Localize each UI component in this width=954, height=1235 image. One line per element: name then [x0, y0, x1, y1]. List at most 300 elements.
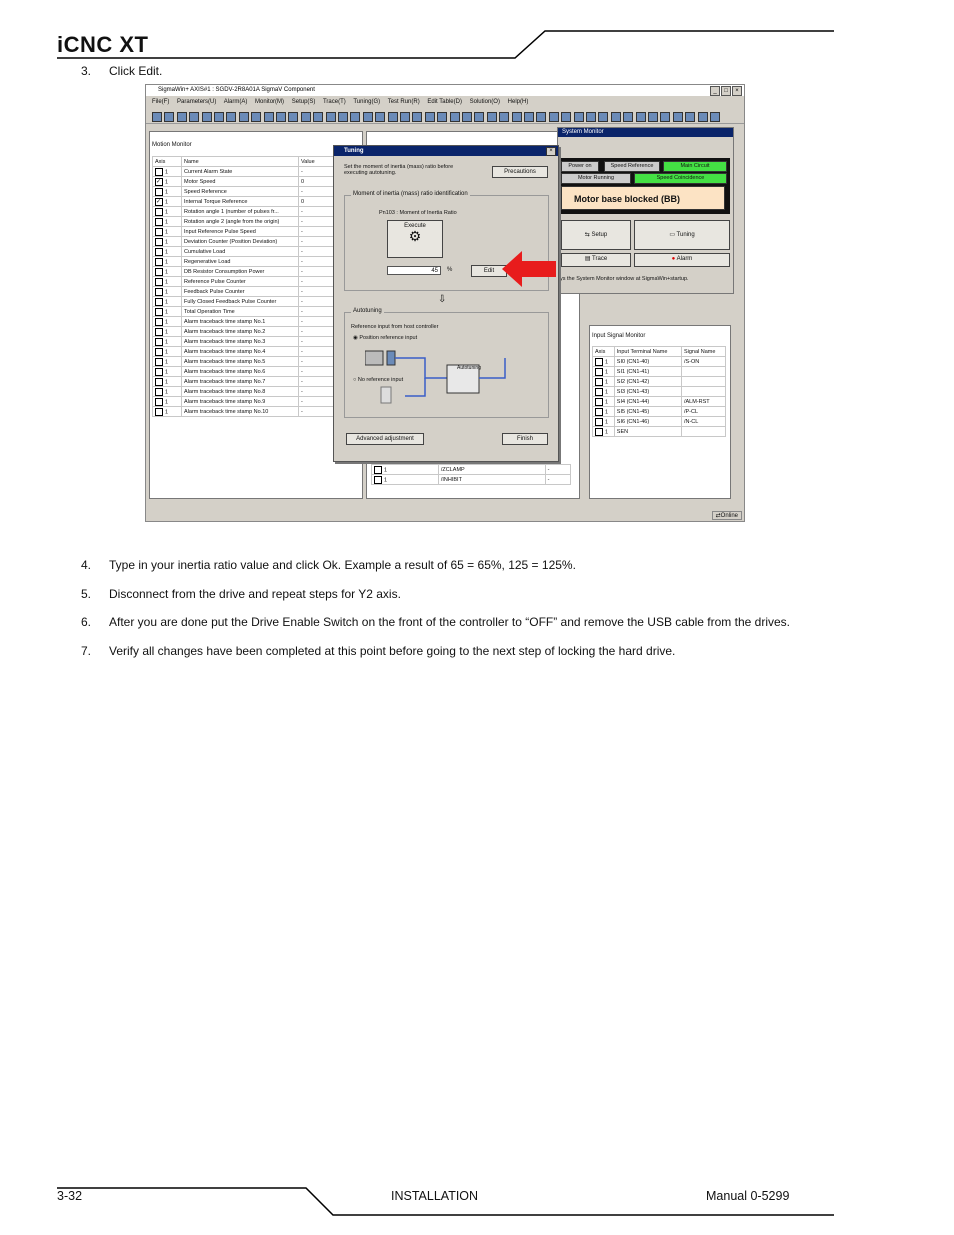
cell-text: 0	[301, 198, 305, 205]
page-number: 3-32	[57, 1189, 83, 1203]
alarm-button[interactable]: ● Alarm	[634, 253, 730, 267]
toolbar-button-icon[interactable]	[512, 112, 522, 122]
menu-trace[interactable]: Trace(T)	[322, 99, 346, 105]
checkbox-icon[interactable]	[595, 428, 603, 436]
checkbox-icon[interactable]	[595, 398, 603, 406]
cell-text: -	[301, 188, 303, 195]
step-3: 3. Click Edit.	[81, 64, 163, 78]
cell-text: -	[301, 228, 303, 235]
cell-text: -	[301, 398, 303, 405]
toolbar-button-icon[interactable]	[276, 112, 286, 122]
checkbox-icon[interactable]	[595, 368, 603, 376]
cell-text: 1	[165, 348, 169, 355]
cell-text: SI4 (CN1-44)	[616, 398, 650, 405]
cell-text: Total Operation Time	[184, 308, 235, 315]
table-row[interactable]	[153, 247, 360, 257]
menu-solution[interactable]: Solution(O)	[469, 99, 500, 105]
checkbox-icon[interactable]	[595, 388, 603, 396]
motor-status: Motor base blocked (BB)	[561, 186, 725, 210]
toolbar-button-icon[interactable]	[177, 112, 187, 122]
cell-text: -	[301, 368, 303, 375]
cell-text: 1	[165, 298, 169, 305]
cell-text: 1	[165, 328, 169, 335]
cell-text: 1	[165, 288, 169, 295]
tuning-dialog	[333, 145, 559, 462]
cell-text: -	[301, 278, 303, 285]
toolbar-button-icon[interactable]	[499, 112, 509, 122]
cell-text: 1	[165, 318, 169, 325]
table-row[interactable]	[593, 387, 726, 397]
col-name: Name	[182, 157, 299, 167]
table-row[interactable]	[153, 397, 360, 407]
state-main-circuit: Main Circuit	[663, 161, 727, 172]
minimize-icon[interactable]: _	[710, 86, 720, 96]
motion-monitor-table	[152, 156, 360, 417]
toolbar-button-icon[interactable]	[673, 112, 683, 122]
inertia-identification-group: Moment of inertia (mass) ratio identification Pn103 : Moment of Inertia Ratio Execute ⚙ 45 % Edit	[344, 195, 549, 291]
cell-text: 1	[165, 278, 169, 285]
table-row[interactable]	[153, 267, 360, 277]
autotuning-diagram	[365, 343, 545, 413]
menu-file[interactable]: File(F)	[152, 99, 170, 105]
menu-monitor[interactable]: Monitor(M)	[255, 99, 285, 105]
cell-text: Alarm traceback time stamp No.1	[184, 318, 266, 325]
reference-input-label: Reference input from host controller	[351, 324, 439, 330]
cell-text: 1	[165, 248, 169, 255]
cell-text: SI1 (CN1-41)	[616, 368, 650, 375]
software-screenshot	[145, 84, 745, 522]
toolbar-button-icon[interactable]	[350, 112, 360, 122]
motion-monitor-title: Motion Monitor	[152, 142, 192, 148]
table-row[interactable]	[153, 337, 360, 347]
checkbox-icon[interactable]	[595, 418, 603, 426]
cell-text: Regenerative Load	[184, 258, 231, 265]
cell-text: Alarm traceback time stamp No.5	[184, 358, 266, 365]
checkbox-icon[interactable]	[155, 288, 163, 296]
toolbar-button-icon[interactable]	[326, 112, 336, 122]
toolbar-button-icon[interactable]	[685, 112, 695, 122]
input-signal-monitor-panel	[589, 325, 731, 499]
trace-icon: ▤	[584, 256, 593, 262]
table-row[interactable]	[593, 417, 726, 427]
cell-text: 1	[605, 428, 609, 435]
step-4: 4. Type in your inertia ratio value and click Ok. Example a result of 65 = 65%, 125 = 125%.	[81, 558, 576, 572]
cell-text: -	[301, 238, 303, 245]
checkbox-icon[interactable]	[155, 188, 163, 196]
cell-text: SEN	[616, 428, 629, 435]
middle-table	[371, 464, 571, 485]
cell-text: -	[301, 318, 303, 325]
table-row[interactable]	[153, 227, 360, 237]
col-isig-signal: Signal Name	[681, 347, 725, 357]
execute-button[interactable]: Execute ⚙	[387, 220, 443, 258]
radio-empty-icon: ○	[353, 377, 358, 383]
menu-setup[interactable]: Setup(S)	[291, 99, 316, 105]
col-isig-axis: Axis	[593, 347, 615, 357]
cell-text: 1	[165, 378, 169, 385]
cell-text: 1	[165, 218, 169, 225]
checkbox-icon[interactable]	[155, 218, 163, 226]
checkbox-icon[interactable]	[155, 298, 163, 306]
cell-text: 1	[165, 178, 169, 185]
toolbar-button-icon[interactable]	[288, 112, 298, 122]
system-monitor-panel	[557, 127, 734, 294]
toolbar-button-icon[interactable]	[586, 112, 596, 122]
cell-text: Alarm traceback time stamp No.2	[184, 328, 266, 335]
toolbar-button-icon[interactable]	[264, 112, 274, 122]
table-row[interactable]	[593, 397, 726, 407]
toolbar-button-icon[interactable]	[375, 112, 385, 122]
cell-text: -	[301, 268, 303, 275]
checkbox-icon[interactable]	[595, 378, 603, 386]
checkbox-icon[interactable]	[155, 378, 163, 386]
toolbar-button-icon[interactable]	[450, 112, 460, 122]
table-row[interactable]	[153, 257, 360, 267]
cell-text: 1	[165, 408, 169, 415]
toolbar-button-icon[interactable]	[660, 112, 670, 122]
checkbox-icon[interactable]: ✓	[156, 198, 162, 205]
cell-text: -	[301, 218, 303, 225]
checkbox-icon[interactable]	[155, 268, 163, 276]
tuning-button[interactable]: ▭ Tuning	[634, 220, 730, 250]
table-row[interactable]	[372, 475, 571, 485]
col-isig-terminal: Input Terminal Name	[614, 347, 681, 357]
cell-text: 0	[301, 178, 305, 185]
dialog-close-icon[interactable]: ×	[546, 147, 556, 156]
cell-text: Speed Reference	[184, 188, 227, 195]
table-row[interactable]	[593, 377, 726, 387]
table-row[interactable]	[153, 307, 360, 317]
checkbox-icon[interactable]	[155, 248, 163, 256]
table-row[interactable]	[593, 367, 726, 377]
cell-text: 1	[384, 466, 388, 473]
toolbar-button-icon[interactable]	[251, 112, 261, 122]
toolbar-button-icon[interactable]	[202, 112, 212, 122]
cell-text: -	[301, 308, 303, 315]
checkbox-icon[interactable]	[595, 358, 603, 366]
menu-edit-table[interactable]: Edit Table(D)	[427, 99, 462, 105]
toolbar-button-icon[interactable]	[574, 112, 584, 122]
tuning-dialog-title: Tuning	[334, 146, 558, 156]
autotuning-box-label: Autotuning	[457, 365, 481, 371]
cell-text: -	[301, 208, 303, 215]
online-icon: ⇄	[715, 513, 721, 519]
cell-text: Alarm traceback time stamp No.6	[184, 368, 266, 375]
cell-text: 1	[165, 268, 169, 275]
table-row[interactable]	[153, 317, 360, 327]
cell-text: 1	[605, 378, 609, 385]
close-icon[interactable]: ×	[732, 86, 742, 96]
cell-text: Input Reference Pulse Speed	[184, 228, 256, 235]
cell-text: 1	[165, 388, 169, 395]
cell-text: Alarm traceback time stamp No.10	[184, 408, 269, 415]
cell-text: Current Alarm State	[184, 168, 233, 175]
cell-text: 1	[165, 258, 169, 265]
toolbar	[146, 109, 744, 124]
toolbar-button-icon[interactable]	[239, 112, 249, 122]
cell-text: -	[301, 248, 303, 255]
window-titlebar: SigmaWin+ AXIS#1 : SGDV-2R8A01A SigmaV Component _ □ ×	[146, 85, 744, 96]
checkbox-icon[interactable]	[155, 228, 163, 236]
checkbox-icon[interactable]	[155, 348, 163, 356]
toolbar-button-icon[interactable]	[301, 112, 311, 122]
cell-text: Deviation Counter (Position Deviation)	[184, 238, 278, 245]
setup-button[interactable]: ⇆ Setup	[561, 220, 631, 250]
startup-note: ys the System Monitor window at SigmaWin+startup.	[560, 276, 689, 282]
table-row[interactable]	[153, 407, 360, 417]
toolbar-button-icon[interactable]	[598, 112, 608, 122]
checkbox-icon[interactable]	[155, 358, 163, 366]
finish-button[interactable]: Finish	[502, 433, 548, 445]
checkbox-icon[interactable]	[155, 308, 163, 316]
cell-text: Cumulative Load	[184, 248, 226, 255]
cell-text: -	[547, 476, 550, 483]
cell-text: Alarm traceback time stamp No.8	[184, 388, 266, 395]
toolbar-button-icon[interactable]	[388, 112, 398, 122]
cell-text: 1	[165, 198, 169, 205]
cell-text: -	[301, 408, 303, 415]
col-value: Value	[299, 157, 360, 167]
cell-text: SI6 (CN1-46)	[616, 418, 650, 425]
table-row[interactable]	[153, 167, 360, 177]
motor-icon: ⚙	[408, 228, 422, 244]
cell-text: 1	[165, 188, 169, 195]
col-axis: Axis	[153, 157, 182, 167]
cell-text: -	[301, 168, 303, 175]
toolbar-button-icon[interactable]	[623, 112, 633, 122]
table-row[interactable]	[153, 237, 360, 247]
table-row[interactable]	[153, 217, 360, 227]
table-row[interactable]	[153, 207, 360, 217]
checkbox-icon[interactable]	[595, 408, 603, 416]
table-row[interactable]	[593, 427, 726, 437]
cell-text: 1	[165, 208, 169, 215]
cell-text: 1	[384, 476, 388, 483]
table-row[interactable]	[153, 177, 360, 187]
cell-text: SI3 (CN1-43)	[616, 388, 650, 395]
menu-parameters[interactable]: Parameters(U)	[177, 99, 217, 105]
step-6: 6. After you are done put the Drive Enable Switch on the front of the controller to “OFF” and remove the USB cable from the drives.	[81, 615, 790, 629]
checkbox-icon[interactable]	[374, 476, 382, 484]
param-label: Pn103 : Moment of Inertia Ratio	[379, 210, 457, 216]
red-arrow-icon	[502, 251, 556, 287]
status-online: ⇄Online	[712, 511, 742, 520]
toolbar-button-icon[interactable]	[549, 112, 559, 122]
state-motor-running: Motor Running	[561, 173, 631, 184]
precautions-button[interactable]: Precautions	[492, 166, 548, 178]
edit-button[interactable]: Edit	[471, 265, 507, 277]
cell-text: /P-CL	[683, 408, 698, 415]
menu-test-run[interactable]: Test Run(R)	[387, 99, 420, 105]
table-row[interactable]	[593, 407, 726, 417]
cell-text: Alarm traceback time stamp No.3	[184, 338, 266, 345]
toolbar-button-icon[interactable]	[561, 112, 571, 122]
table-row[interactable]	[153, 277, 360, 287]
cell-text: /ZCLAMP	[440, 466, 465, 473]
cell-text: 1	[165, 338, 169, 345]
checkbox-icon[interactable]	[155, 208, 163, 216]
cell-text: -	[301, 328, 303, 335]
toolbar-button-icon[interactable]	[698, 112, 708, 122]
cell-text: 1	[605, 358, 609, 365]
tuning-icon: ▭	[669, 232, 677, 238]
toolbar-button-icon[interactable]	[474, 112, 484, 122]
setup-icon: ⇆	[584, 232, 592, 238]
checkbox-icon[interactable]	[155, 258, 163, 266]
toolbar-button-icon[interactable]	[462, 112, 472, 122]
cell-text: -	[301, 378, 303, 385]
checkbox-icon[interactable]	[155, 238, 163, 246]
toolbar-button-icon[interactable]	[152, 112, 162, 122]
table-row[interactable]	[372, 465, 571, 475]
cell-text: /N-CL	[683, 418, 699, 425]
menu-help[interactable]: Help(H)	[507, 99, 529, 105]
state-speed-reference: Speed Reference	[604, 161, 660, 172]
toolbar-button-icon[interactable]	[710, 112, 720, 122]
menu-alarm[interactable]: Alarm(A)	[223, 99, 248, 105]
cell-text: 1	[605, 408, 609, 415]
checkbox-icon[interactable]	[155, 398, 163, 406]
state-power-on: Power on	[561, 161, 599, 172]
cell-text: -	[301, 288, 303, 295]
toolbar-button-icon[interactable]	[214, 112, 224, 122]
table-row[interactable]	[153, 367, 360, 377]
cell-text: Reference Pulse Counter	[184, 278, 246, 285]
cell-text: 1	[165, 228, 169, 235]
cell-text: SI5 (CN1-45)	[616, 408, 650, 415]
cell-text: 1	[605, 398, 609, 405]
cell-text: 1	[165, 238, 169, 245]
input-signal-table	[592, 346, 726, 437]
toolbar-button-icon[interactable]	[636, 112, 646, 122]
step-7: 7. Verify all changes have been completed at this point before going to the next step of locking the hard drive.	[81, 644, 676, 658]
cell-text: 1	[165, 398, 169, 405]
table-row[interactable]	[153, 187, 360, 197]
toolbar-button-icon[interactable]	[648, 112, 658, 122]
input-signal-monitor-title: Input Signal Monitor	[592, 333, 646, 339]
autotuning-group: Autotuning Reference input from host controller ◉ Position reference input ○ No reference input Autotuning	[344, 312, 549, 418]
menu-bar	[146, 97, 744, 108]
cell-text: -	[301, 338, 303, 345]
toolbar-button-icon[interactable]	[189, 112, 199, 122]
cell-text: DB Resistor Consumption Power	[184, 268, 265, 275]
toolbar-button-icon[interactable]	[524, 112, 534, 122]
state-speed-coincidence: Speed Coincidence	[634, 173, 727, 184]
step-5: 5. Disconnect from the drive and repeat steps for Y2 axis.	[81, 587, 401, 601]
cell-text: Rotation angle 1 (number of pulses fr...	[184, 208, 279, 215]
inertia-ratio-field[interactable]: 45	[387, 266, 441, 275]
unit-label: %	[447, 267, 453, 273]
cell-text: Alarm traceback time stamp No.7	[184, 378, 266, 385]
radio-selected-icon: ◉	[353, 335, 360, 341]
checkbox-icon[interactable]	[155, 318, 163, 326]
maximize-icon[interactable]: □	[721, 86, 731, 96]
trace-button[interactable]: ▤ Trace	[561, 253, 631, 267]
menu-tuning[interactable]: Tuning(G)	[353, 99, 381, 105]
cell-text: -	[301, 388, 303, 395]
manual-number: Manual 0-5299	[706, 1189, 790, 1203]
tuning-description: Set the moment of inertia (mass) ratio before executing autotuning.	[344, 164, 454, 176]
toolbar-button-icon[interactable]	[437, 112, 447, 122]
checkbox-icon[interactable]	[155, 168, 163, 176]
cell-text: -	[301, 348, 303, 355]
table-row[interactable]	[153, 287, 360, 297]
cell-text: SI0 (CN1-40)	[616, 358, 650, 365]
cell-text: /S-ON	[683, 358, 700, 365]
checkbox-icon[interactable]	[155, 388, 163, 396]
toolbar-button-icon[interactable]	[226, 112, 236, 122]
toolbar-button-icon[interactable]	[400, 112, 410, 122]
cell-text: 1	[165, 308, 169, 315]
cell-text: 1	[605, 418, 609, 425]
table-row[interactable]	[153, 387, 360, 397]
checkbox-icon[interactable]	[155, 338, 163, 346]
cell-text: /ALM-RST	[683, 398, 710, 405]
document-title: iCNC XT	[57, 32, 149, 57]
toolbar-button-icon[interactable]	[487, 112, 497, 122]
cell-text: /INHIBIT	[440, 476, 462, 483]
cell-text: 1	[165, 358, 169, 365]
cell-text: Internal Torque Reference	[184, 198, 248, 205]
advanced-adjustment-button[interactable]: Advanced adjustment	[346, 433, 424, 445]
toolbar-button-icon[interactable]	[611, 112, 621, 122]
cell-text: Alarm traceback time stamp No.4	[184, 348, 266, 355]
cell-text: -	[301, 358, 303, 365]
radio-no-reference[interactable]: ○ No reference input	[353, 377, 404, 383]
cell-text: Fully Closed Feedback Pulse Counter	[184, 298, 277, 305]
checkbox-icon[interactable]	[155, 328, 163, 336]
system-monitor-title: System Monitor	[558, 128, 733, 137]
toolbar-button-icon[interactable]	[313, 112, 323, 122]
cell-text: Rotation angle 2 (angle from the origin)	[184, 218, 280, 225]
table-row[interactable]	[153, 377, 360, 387]
radio-position-reference[interactable]: ◉ Position reference input	[353, 335, 418, 341]
toolbar-button-icon[interactable]	[536, 112, 546, 122]
toolbar-button-icon[interactable]	[164, 112, 174, 122]
cell-text: Feedback Pulse Counter	[184, 288, 245, 295]
motion-monitor-panel	[149, 131, 363, 499]
down-arrow-icon: ⇩	[438, 294, 447, 305]
cell-text: 1	[605, 368, 609, 375]
cell-text: Alarm traceback time stamp No.9	[184, 398, 266, 405]
cell-text: Motor Speed	[184, 178, 216, 185]
cell-text: 1	[605, 388, 609, 395]
table-row[interactable]	[153, 347, 360, 357]
checkbox-icon[interactable]	[155, 408, 163, 416]
section-name: INSTALLATION	[391, 1189, 479, 1203]
table-row[interactable]	[153, 297, 360, 307]
toolbar-button-icon[interactable]	[412, 112, 422, 122]
cell-text: -	[301, 258, 303, 265]
checkbox-icon[interactable]	[155, 368, 163, 376]
checkbox-icon[interactable]: ✓	[156, 178, 162, 185]
window-controls	[709, 86, 742, 97]
cell-text: -	[301, 298, 303, 305]
table-row[interactable]	[153, 357, 360, 367]
checkbox-icon[interactable]	[155, 278, 163, 286]
table-row[interactable]	[153, 327, 360, 337]
toolbar-button-icon[interactable]	[425, 112, 435, 122]
table-row[interactable]	[153, 197, 360, 207]
table-row[interactable]	[593, 357, 726, 367]
toolbar-button-icon[interactable]	[363, 112, 373, 122]
cell-text: 1	[165, 168, 169, 175]
cell-text: SI2 (CN1-42)	[616, 378, 650, 385]
alarm-icon: ●	[671, 256, 677, 262]
toolbar-button-icon[interactable]	[338, 112, 348, 122]
cell-text: -	[547, 466, 550, 473]
checkbox-icon[interactable]	[374, 466, 382, 474]
